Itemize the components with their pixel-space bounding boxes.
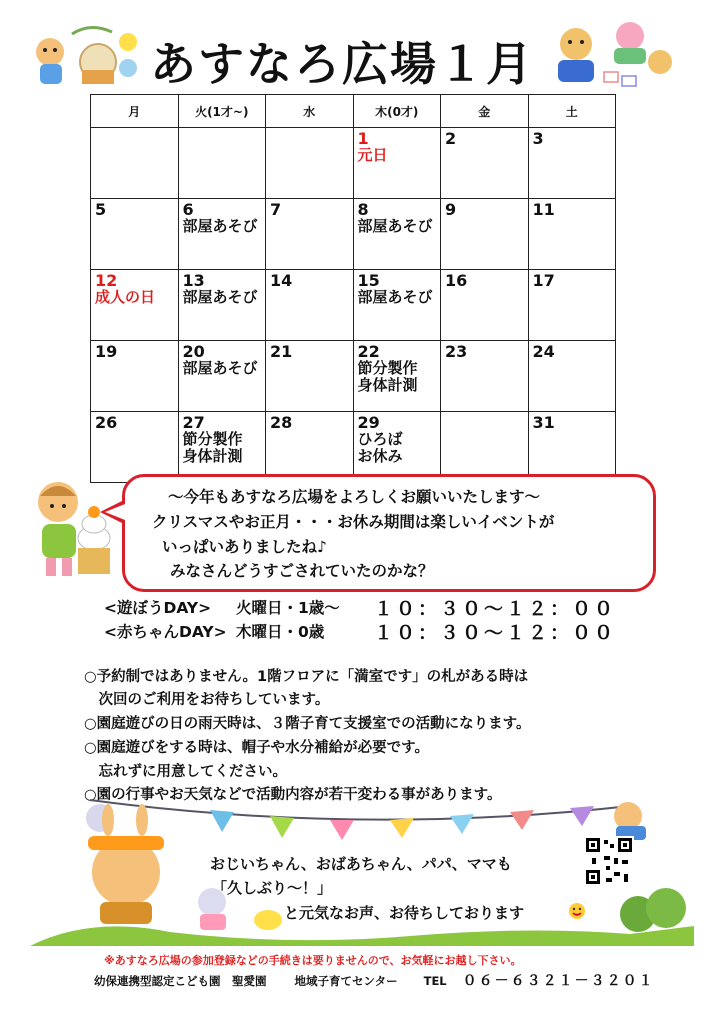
calendar-day-cell	[353, 199, 441, 270]
day-number: 23	[445, 342, 468, 361]
calendar-day-cell	[266, 128, 354, 199]
header-wed: 水	[266, 95, 354, 128]
day-number: 11	[532, 200, 555, 219]
day-event: 部屋あそび	[182, 217, 258, 235]
calendar-day-cell	[441, 270, 529, 341]
calendar-day-cell	[266, 412, 354, 483]
day-number: 31	[532, 413, 555, 432]
day-number: 24	[532, 342, 555, 361]
calendar-day-cell	[91, 341, 179, 412]
schedule-play-day-name: <遊ぼうDAY>	[104, 599, 212, 617]
calendar-day-cell	[266, 341, 354, 412]
calendar-day-cell	[441, 199, 529, 270]
calendar-week-row	[91, 270, 616, 341]
day-number: 20	[182, 342, 205, 361]
day-number: 22	[357, 342, 380, 361]
header-mon: 月	[91, 95, 179, 128]
bubble-line-4: みなさんどうすごされていたのかな？	[170, 562, 434, 580]
schedule-play-day-when: 火曜日・1歳～	[236, 599, 340, 617]
header-tue: 火(1才~)	[178, 95, 266, 128]
footer-org: 幼保連携型認定こども園 聖愛園	[94, 974, 267, 988]
qr-code[interactable]	[584, 836, 634, 886]
day-number: 2	[445, 129, 457, 148]
calendar-day-cell	[528, 270, 616, 341]
day-number: 14	[270, 271, 293, 290]
schedule-play-day-time: １０：３０～１２：００	[374, 598, 617, 620]
greeting-line-1: おじいちゃん、おばあちゃん、パパ、ママも	[210, 855, 512, 873]
note-2: ○園庭遊びの日の雨天時は、３階子育て支援室での活動になります。	[84, 716, 531, 732]
animals-illustration-right	[548, 14, 678, 92]
note-3b: 忘れずに用意してください。	[84, 764, 287, 780]
day-event: 元日	[357, 146, 388, 164]
footer-contact	[94, 970, 655, 990]
schedule-baby-day-name: <赤ちゃんDAY>	[104, 623, 227, 641]
footer-notice: ※あすなろ広場の参加登録などの手続きは要りませんので、お気軽にお越し下さい。	[104, 954, 522, 967]
header-sat: 土	[528, 95, 616, 128]
day-number: 27	[182, 413, 205, 432]
calendar-week-row	[91, 341, 616, 412]
calendar-day-cell	[178, 341, 266, 412]
calendar-day-cell	[353, 128, 441, 199]
calendar-day-cell	[441, 128, 529, 199]
day-number: 29	[357, 413, 380, 432]
note-1a: ○予約制ではありません。1階フロアに「満室です」の札がある時は	[84, 669, 529, 685]
calendar-day-cell	[91, 412, 179, 483]
speech-bubble-tail-inner	[105, 504, 125, 520]
day-number: 12	[95, 271, 118, 290]
note-1b: 次回のご利用をお待ちしています。	[84, 692, 330, 708]
day-number: 19	[95, 342, 118, 361]
calendar-day-cell	[91, 270, 179, 341]
day-number: 13	[182, 271, 205, 290]
calendar-day-cell	[441, 412, 529, 483]
day-number: 16	[445, 271, 468, 290]
day-event: 成人の日	[95, 288, 156, 306]
footer-tel-label: TEL	[423, 974, 447, 988]
day-number: 26	[95, 413, 118, 432]
note-3a: ○園庭遊びをする時は、帽子や水分補給が必要です。	[84, 740, 429, 756]
calendar-day-cell	[91, 128, 179, 199]
day-number: 8	[357, 200, 369, 219]
day-number: 9	[445, 200, 457, 219]
calendar-day-cell	[528, 199, 616, 270]
calendar-week-row	[91, 199, 616, 270]
day-number: 21	[270, 342, 293, 361]
page-title: あすなろ広場１月	[150, 37, 534, 91]
calendar-day-cell	[353, 341, 441, 412]
calendar-day-cell	[353, 270, 441, 341]
greeting-line-2: 「久しぶり～！」	[212, 879, 333, 897]
calendar-table	[90, 94, 616, 483]
footer-center: 地域子育てセンター	[294, 974, 398, 988]
day-number: 28	[270, 413, 293, 432]
day-number: 17	[532, 271, 555, 290]
calendar-day-cell	[266, 199, 354, 270]
calendar-day-cell	[441, 341, 529, 412]
day-number: 15	[357, 271, 380, 290]
calendar-week-row	[91, 412, 616, 483]
calendar-day-cell	[178, 199, 266, 270]
calendar-week-row	[91, 128, 616, 199]
day-event: 部屋あそび	[182, 359, 258, 377]
day-event: 節分製作	[182, 430, 243, 448]
calendar-header-row	[91, 95, 616, 128]
calendar-day-cell	[266, 270, 354, 341]
calendar-day-cell	[178, 412, 266, 483]
day-number: 5	[95, 200, 107, 219]
note-4: ○園の行事やお天気などで活動内容が若干変わる事があります。	[84, 787, 502, 803]
day-event: 節分製作	[357, 359, 418, 377]
girl-kagamimochi-illustration	[26, 476, 114, 586]
day-event: 部屋あそび	[357, 217, 433, 235]
schedule-baby-day-when: 木曜日・0歳	[236, 623, 325, 641]
day-number: 7	[270, 200, 282, 219]
calendar-day-cell	[528, 341, 616, 412]
header-fri: 金	[441, 95, 529, 128]
calendar-day-cell	[178, 128, 266, 199]
schedule-baby-day-time: １０：３０～１２：００	[374, 622, 617, 644]
greeting-line-3: と元気なお声、お待ちしております	[284, 904, 525, 922]
footer-tel-number[interactable]: ０６－６３２１－３２０１	[462, 973, 655, 989]
bubble-line-2: クリスマスやお正月・・・お休み期間は楽しいイベントが	[152, 513, 555, 531]
day-event: お休み	[357, 447, 403, 465]
day-event: 身体計測	[182, 447, 243, 465]
bubble-line-1: ～今年もあすなろ広場をよろしくお願いいたします～	[168, 488, 541, 506]
calendar-day-cell	[178, 270, 266, 341]
day-number: 3	[532, 129, 544, 148]
calendar-day-cell	[528, 412, 616, 483]
smile-face-icon	[568, 902, 586, 920]
day-event: 身体計測	[357, 376, 418, 394]
bubble-line-3: いっぱいありましたね♪	[162, 538, 327, 556]
day-number: 6	[182, 200, 194, 219]
day-event: 部屋あそび	[357, 288, 433, 306]
day-number: 1	[357, 129, 369, 148]
calendar-day-cell	[91, 199, 179, 270]
day-event: ひろば	[357, 430, 403, 448]
kids-illustration-left	[20, 22, 146, 92]
header-thu: 木(0才)	[353, 95, 441, 128]
calendar-day-cell	[353, 412, 441, 483]
calendar-day-cell	[528, 128, 616, 199]
day-event: 部屋あそび	[182, 288, 258, 306]
